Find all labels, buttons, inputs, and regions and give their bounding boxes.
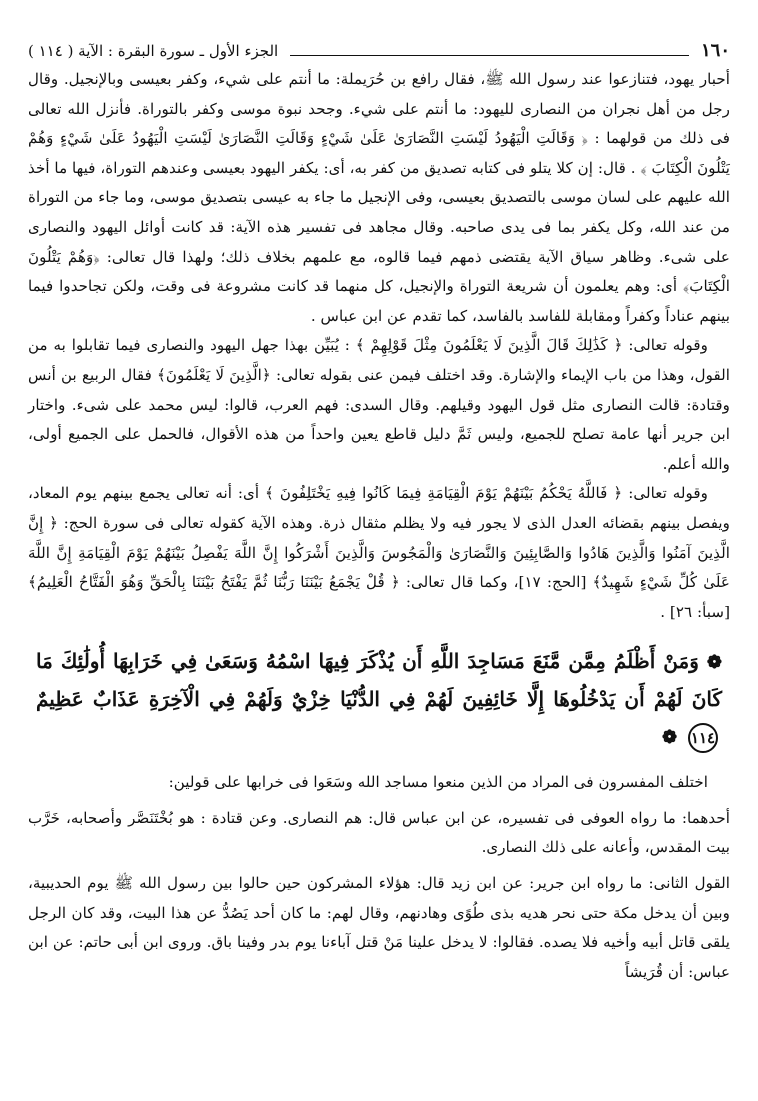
verse-close-ornament-icon: ❁ xyxy=(661,727,678,749)
paragraph: أحدهما: ما رواه العوفى فى تفسيره، عن ابن عباس قال: هم النصارى. وعن قتادة : هو بُخْتَنَصَّر وأصحابه، خَرَّب بيت المقدس، وأعانه على ذلك النصارى. xyxy=(28,808,730,857)
commentary-block xyxy=(28,65,730,627)
verse-open-ornament-icon: ❁ xyxy=(706,652,722,674)
page-number: ١٦٠ xyxy=(700,40,730,61)
paragraph: أحبار يهود، فتنازعوا عند رسول الله ﷺ، فقال رافع بن حُرَيملة: ما أنتم على شيء، وكفر بعيسى وبالإنجيل. وقال رجل من أهل نجران من النصارى لليهود: ما أنتم على شيء. وجحد نبوة موسى وكفر بالتوراة. فأنزل الله تعالى فى ذلك من قولهما : ﴿ وَقَالَتِ الْيَهُودُ لَيْسَتِ النَّصَارَىٰ عَلَىٰ شَيْءٍ وَقَالَتِ النَّصَارَىٰ لَيْسَتِ الْيَهُودُ عَلَىٰ شَيْءٍ وَهُمْ يَتْلُونَ الْكِتَابَ ﴾ . قال: إن كلا يتلو فى كتابه تصديق من كفر به، أى: يكفر اليهود بعيسى وعندهم التوراة، فيها ما أخذ الله عليهم على لسان موسى بالتصديق بعيسى، وفى الإنجيل ما جاء به عيسى بتصديق موسى، وما جاء من التوراة من عند الله، وكل يكفر بما فى يدى صاحبه. وقال مجاهد فى تفسير هذه الآية: قد كانت أوائل اليهود والنصارى على شىء. وظاهر سياق الآية يقتضى ذمهم فيما قالوه، مع علمهم بخلاف ذلك؛ ولهذا قال تعالى: ﴿وَهُمْ يَتْلُونَ الْكِتَابَ﴾ أى: وهم يعلمون أن شريعة التوراة والإنجيل، كل منهما قد كانت مشروعة فى وقت، ولكن تجاحدوا فيما بينهم عناداً وكفراً ومقابلة للفاسد بالفاسد، كما تقدم عن ابن عباس . xyxy=(28,70,730,325)
quran-verse xyxy=(28,639,730,760)
paragraph: اختلف المفسرون فى المراد من الذين منعوا مساجد الله وسَعَوا فى خرابها على قولين: xyxy=(168,773,708,792)
running-header xyxy=(28,40,730,61)
tafsir-block xyxy=(28,768,730,987)
paragraph: وقوله تعالى: ﴿ فَاللَّهُ يَحْكُمُ بَيْنَهُمْ يَوْمَ الْقِيَامَةِ فِيمَا كَانُوا فِيهِ يَخْتَلِفُونَ ﴾ أى: أنه تعالى يجمع بينهم يوم المعاد، ويفصل بينهم بقضائه العدل الذى لا يجور فيه ولا يظلم مثقال ذرة. وهذه الآية كقوله تعالى فى سورة الحج: ﴿ إِنَّ الَّذِينَ آمَنُوا وَالَّذِينَ هَادُوا وَالصَّابِئِينَ وَالنَّصَارَىٰ وَالْمَجُوسَ وَالَّذِينَ أَشْرَكُوا إِنَّ اللَّهَ يَفْصِلُ بَيْنَهُمْ يَوْمَ الْقِيَامَةِ إِنَّ اللَّهَ عَلَىٰ كُلِّ شَيْءٍ شَهِيدٌ﴾ [الحج: ١٧]، وكما قال تعالى: ﴿ قُلْ يَجْمَعُ بَيْنَنَا رَبُّنَا ثُمَّ يَفْتَحُ بَيْنَنَا بِالْحَقِّ وَهُوَ الْفَتَّاحُ الْعَلِيمُ﴾ [سبأ: ٢٦] . xyxy=(28,484,730,621)
paragraph: القول الثانى: ما رواه ابن جرير: عن ابن زيد قال: هؤلاء المشركون حين حالوا بين رسول الله ﷺ يوم الحديبية، وبين أن يدخل مكة حتى نحر هديه بذى طُوًى وهادنهم، وقال لهم: ما كان أحد يَصُدُّ عن هذا البيت، وقد كان الرجل يلقى قاتل أبيه وأخيه فلا يصده. فقالوا: لا يدخل علينا مَنْ قتل آباءنا يوم بدر وفينا باق. وروى ابن أبى حاتم: عن ابن عباس: أن قُرَيشاً xyxy=(28,874,730,981)
ayah-number-badge: ١١٤ xyxy=(688,723,718,753)
paragraph: وقوله تعالى: ﴿ كَذَٰلِكَ قَالَ الَّذِينَ لَا يَعْلَمُونَ مِثْلَ قَوْلِهِمْ ﴾ : يُبَيِّن بهذا جهل اليهود والنصارى فيما تقابلوا به من القول، وهذا من باب الإيماء والإشارة. وقد اختلف فيمن عنى بقوله تعالى: ﴿الَّذِينَ لَا يَعْلَمُونَ﴾ فقال الربيع بن أنس وقتادة: قالت النصارى مثل قول اليهود وقيلهم. وقال السدى: فهم العرب، قالوا: ليس محمد على شىء. واختار ابن جرير أنها عامة تصلح للجميع، وليس ثَمَّ دليل قاطع يعين واحداً من هذه الأقوال، فالحمل على الجميع أولى، والله أعلم. xyxy=(28,336,730,473)
header-rule xyxy=(290,45,689,56)
verse-text: وَمَنْ أَظْلَمُ مِمَّن مَّنَعَ مَسَاجِدَ اللَّهِ أَن يُذْكَرَ فِيهَا اسْمُهُ وَسَعَىٰ فِي خَرَابِهَا أُولَٰئِكَ مَا كَانَ لَهُمْ أَن يَدْخُلُوهَا إِلَّا خَائِفِينَ لَهُمْ فِي الدُّنْيَا خِزْيٌ وَلَهُمْ فِي الْآخِرَةِ عَذَابٌ عَظِيمٌ xyxy=(36,649,722,712)
running-title: الجزء الأول ـ سورة البقرة : الآية ( ١١٤ ) xyxy=(28,42,279,60)
